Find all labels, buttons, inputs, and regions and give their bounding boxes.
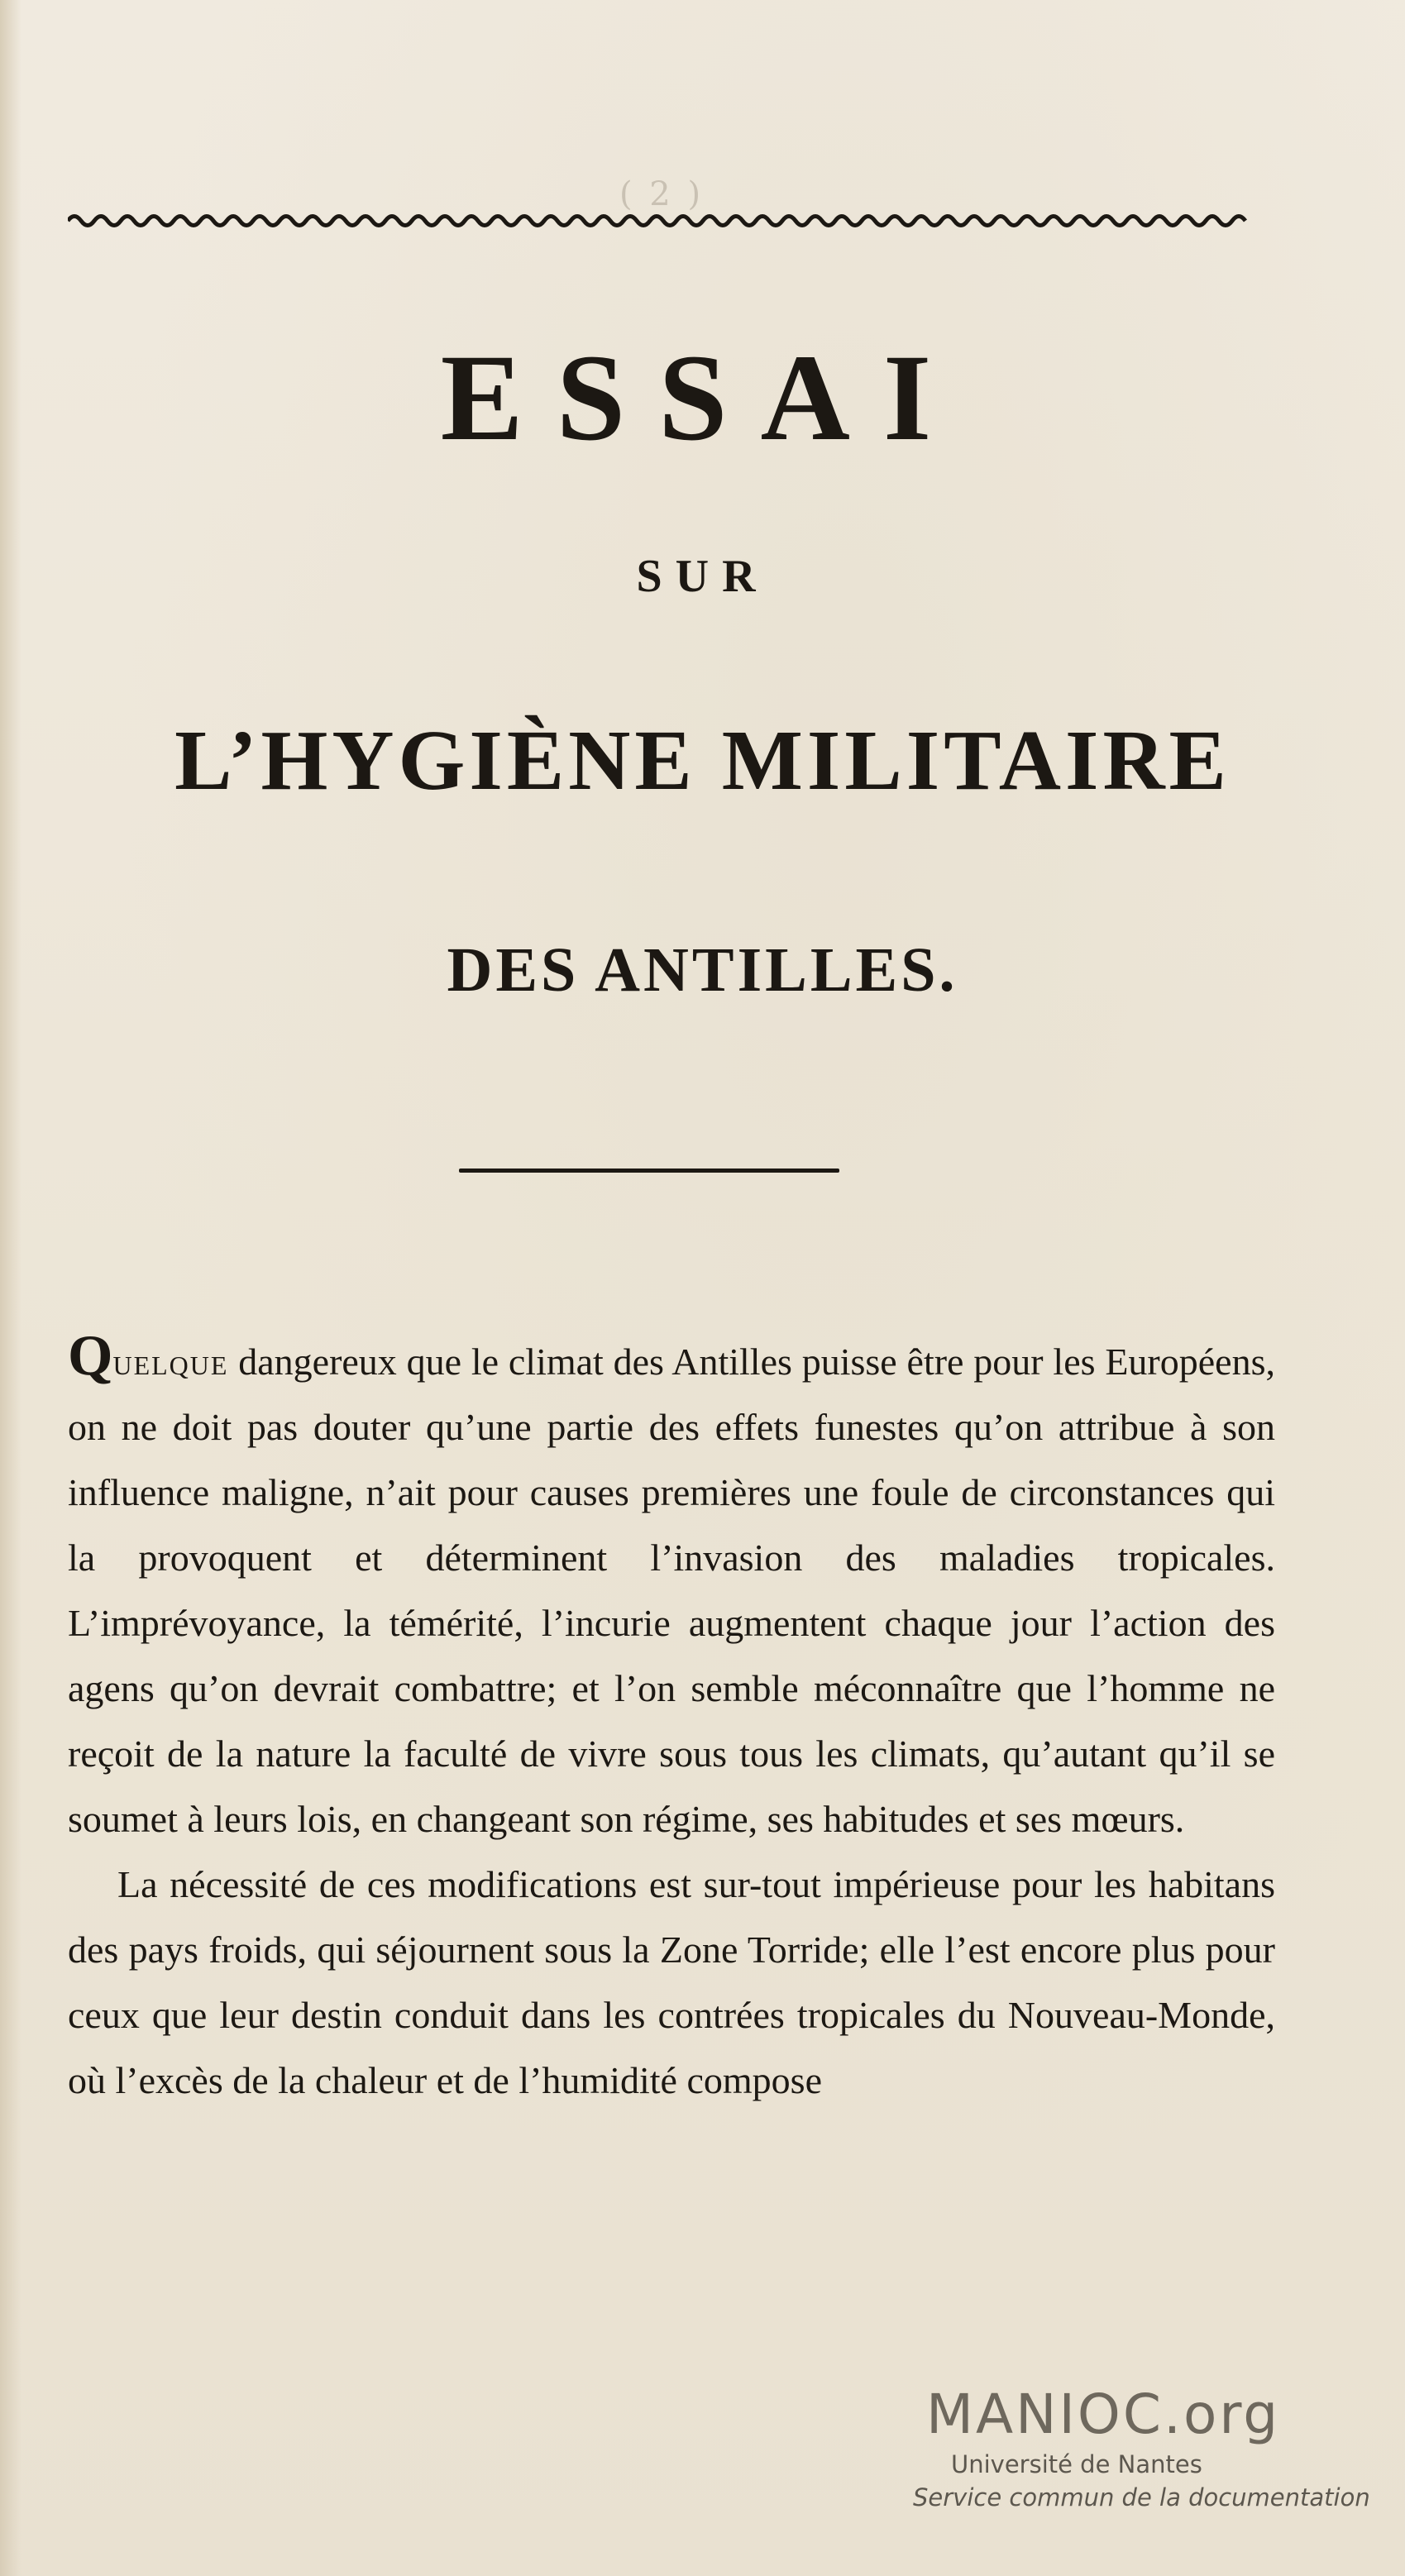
page-number: ( 2 ): [619, 175, 705, 213]
paragraph-1-text: dangereux que le climat des Antilles puisse être pour les Européens, on ne doit pas douter qu’une partie des effets funestes qu’on attribue à son influence maligne, n’ait pour causes premières une foule de circonstances qui la provoquent et déterminent l’invasion des maladies tropicales. L’imprévoyance, la témérité, l’incurie augmentent chaque jour l’action des agens qu’on devrait combattre; et l’on semble méconnaître que l’homme ne reçoit de la nature la faculté de vivre sous tous les climats, qu’autant qu’il se soumet à leurs lois, en changeant son régime, ses habitudes et ses mœurs.: [68, 1341, 1275, 1840]
document-title: ESSAI: [440, 329, 965, 466]
opening-smallcaps: uelque: [112, 1341, 229, 1383]
watermark-service: Service commun de la documentation: [913, 2483, 1370, 2511]
section-rule: [459, 1169, 839, 1173]
watermark-name: MANIOC.org: [926, 2382, 1281, 2446]
title-connector: SUR: [636, 551, 769, 602]
body-text: [68, 1323, 1275, 2113]
document-subtitle: L’HYGIÈNE MILITAIRE: [174, 713, 1231, 808]
paragraph-1: [68, 1323, 1275, 1852]
drop-cap: Q: [68, 1324, 113, 1388]
document-place: DES ANTILLES.: [447, 935, 958, 1005]
watermark-institution: Université de Nantes: [951, 2450, 1202, 2478]
paragraph-2: La nécessité de ces modifications est sur-tout impérieuse pour les habitans des pays froids, qui séjournent sous la Zone Torride; elle l’est encore plus pour ceux que leur destin conduit dans les contrées tropicales du Nouveau-Monde, où l’excès de la chaleur et de l’humidité compose: [68, 1863, 1275, 2101]
ornamental-wavy-rule: [68, 207, 1250, 235]
manioc-watermark: [913, 2382, 1373, 2514]
